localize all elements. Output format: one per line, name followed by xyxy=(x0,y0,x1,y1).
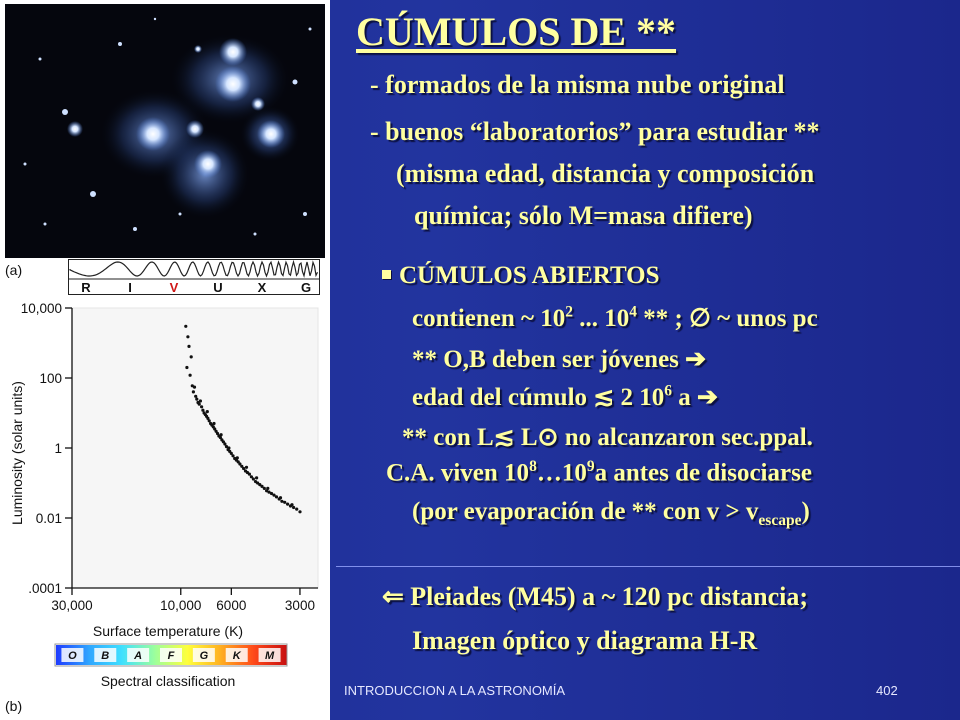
spectral-class-F: F xyxy=(167,650,175,662)
figure-label-a: (a) xyxy=(5,262,23,278)
bullet-formados: - formados de la misma nube original xyxy=(370,70,785,99)
data-point xyxy=(236,456,239,459)
y-tick-label: 100 xyxy=(39,371,62,386)
data-point xyxy=(248,473,251,476)
data-point xyxy=(286,503,289,506)
divider-line xyxy=(336,566,960,567)
bullet-laboratorios: - buenos “laboratorios” para estudiar ** xyxy=(370,117,820,146)
data-point xyxy=(192,390,195,393)
abiertos-line-sec-ppal: ** con L≲ L⊙ no alcanzaron sec.ppal. xyxy=(402,424,813,451)
data-point xyxy=(208,419,211,422)
data-point xyxy=(206,410,209,413)
data-point xyxy=(186,335,189,338)
data-point xyxy=(298,510,301,513)
spectral-title: Spectral classification xyxy=(100,673,236,689)
y-tick-label: 10,000 xyxy=(20,301,62,316)
spectral-class-A: A xyxy=(134,650,143,662)
data-point xyxy=(190,355,193,358)
abiertos-line-jovenes: ** O,B deben ser jóvenes ➔ xyxy=(412,346,707,373)
spectral-class-B: B xyxy=(101,650,110,662)
data-point xyxy=(184,325,187,328)
abiertos-line-edad: edad del cúmulo ≲ 2 $10^6$ a ➔ xyxy=(412,382,718,411)
data-point xyxy=(275,495,278,498)
band-letter-V: V xyxy=(169,280,179,295)
y-axis-title: Luminosity (solar units) xyxy=(9,381,25,525)
x-tick-label: 10,000 xyxy=(160,598,202,613)
pleiades-photo xyxy=(5,4,325,258)
footer-course: INTRODUCCION A LA ASTRONOMÍA xyxy=(344,683,566,698)
band-letter-I: I xyxy=(128,280,132,295)
spectral-band-strip xyxy=(68,259,320,295)
data-point xyxy=(198,403,201,406)
figure-label-b: (b) xyxy=(5,698,23,714)
hr-diagram xyxy=(0,298,330,718)
footer-page-number: 402 xyxy=(876,683,898,698)
data-point xyxy=(220,433,223,436)
data-point xyxy=(263,487,266,490)
spectral-class-K: K xyxy=(232,650,241,662)
band-letter-U: U xyxy=(213,280,223,295)
data-point xyxy=(279,496,282,499)
data-point xyxy=(245,466,248,469)
y-tick-label: 0.01 xyxy=(35,511,62,526)
pleiades-note-line1: ⇐ Pleiades (M45) a ~ 120 pc distancia; xyxy=(382,582,808,611)
abiertos-heading: CÚMULOS ABIERTOS xyxy=(382,262,660,290)
spectral-class-O: O xyxy=(68,650,77,662)
abiertos-line-viven: C.A. viven $10^8\dots 10^9a$ antes de disociarse xyxy=(386,458,812,487)
data-point xyxy=(231,454,234,457)
spectral-class-M: M xyxy=(264,650,275,662)
slide-title: CÚMULOS DE ** xyxy=(356,9,677,54)
x-tick-label: 6000 xyxy=(216,598,247,613)
square-bullet-icon xyxy=(382,270,391,279)
data-point xyxy=(295,508,298,511)
data-point xyxy=(201,409,204,412)
x-tick-label: 3000 xyxy=(284,598,315,613)
data-point xyxy=(255,476,258,479)
data-point xyxy=(200,405,203,408)
data-point xyxy=(195,398,198,401)
band-letter-R: R xyxy=(81,280,91,295)
data-point xyxy=(185,366,188,369)
band-letter-G: G xyxy=(300,280,312,295)
data-point xyxy=(189,374,192,377)
data-point xyxy=(212,422,215,425)
data-point xyxy=(292,506,295,509)
data-point xyxy=(227,446,230,449)
bullet-misma-edad: (misma edad, distancia y composición xyxy=(396,159,815,188)
data-point xyxy=(266,487,269,490)
data-point xyxy=(199,399,202,402)
data-point xyxy=(283,501,286,504)
pleiades-note-line2: Imagen óptico y diagrama H-R xyxy=(412,626,758,655)
y-tick-label: .0001 xyxy=(28,581,62,596)
y-tick-label: 1 xyxy=(54,441,62,456)
plot-area xyxy=(72,308,318,588)
data-point xyxy=(187,345,190,348)
spectral-class-G: G xyxy=(199,650,209,662)
abiertos-line-evaporacion: (por evaporación de ** con $v > v_{escape}$) xyxy=(412,498,810,529)
data-point xyxy=(280,500,283,503)
x-axis-title: Surface temperature (K) xyxy=(92,623,244,639)
x-tick-label: 30,000 xyxy=(51,598,93,613)
data-point xyxy=(290,503,293,506)
data-point xyxy=(193,386,196,389)
data-point xyxy=(194,395,197,398)
bullet-quimica: química; sólo M=masa difiere) xyxy=(414,201,753,230)
band-letter-X: X xyxy=(257,280,267,295)
abiertos-line-contienen: contienen ~ $10^2$ ... $10^4$ ** ; ∅ ~ unos pc xyxy=(412,303,818,332)
data-point xyxy=(252,477,255,480)
figure-panel xyxy=(0,0,330,720)
